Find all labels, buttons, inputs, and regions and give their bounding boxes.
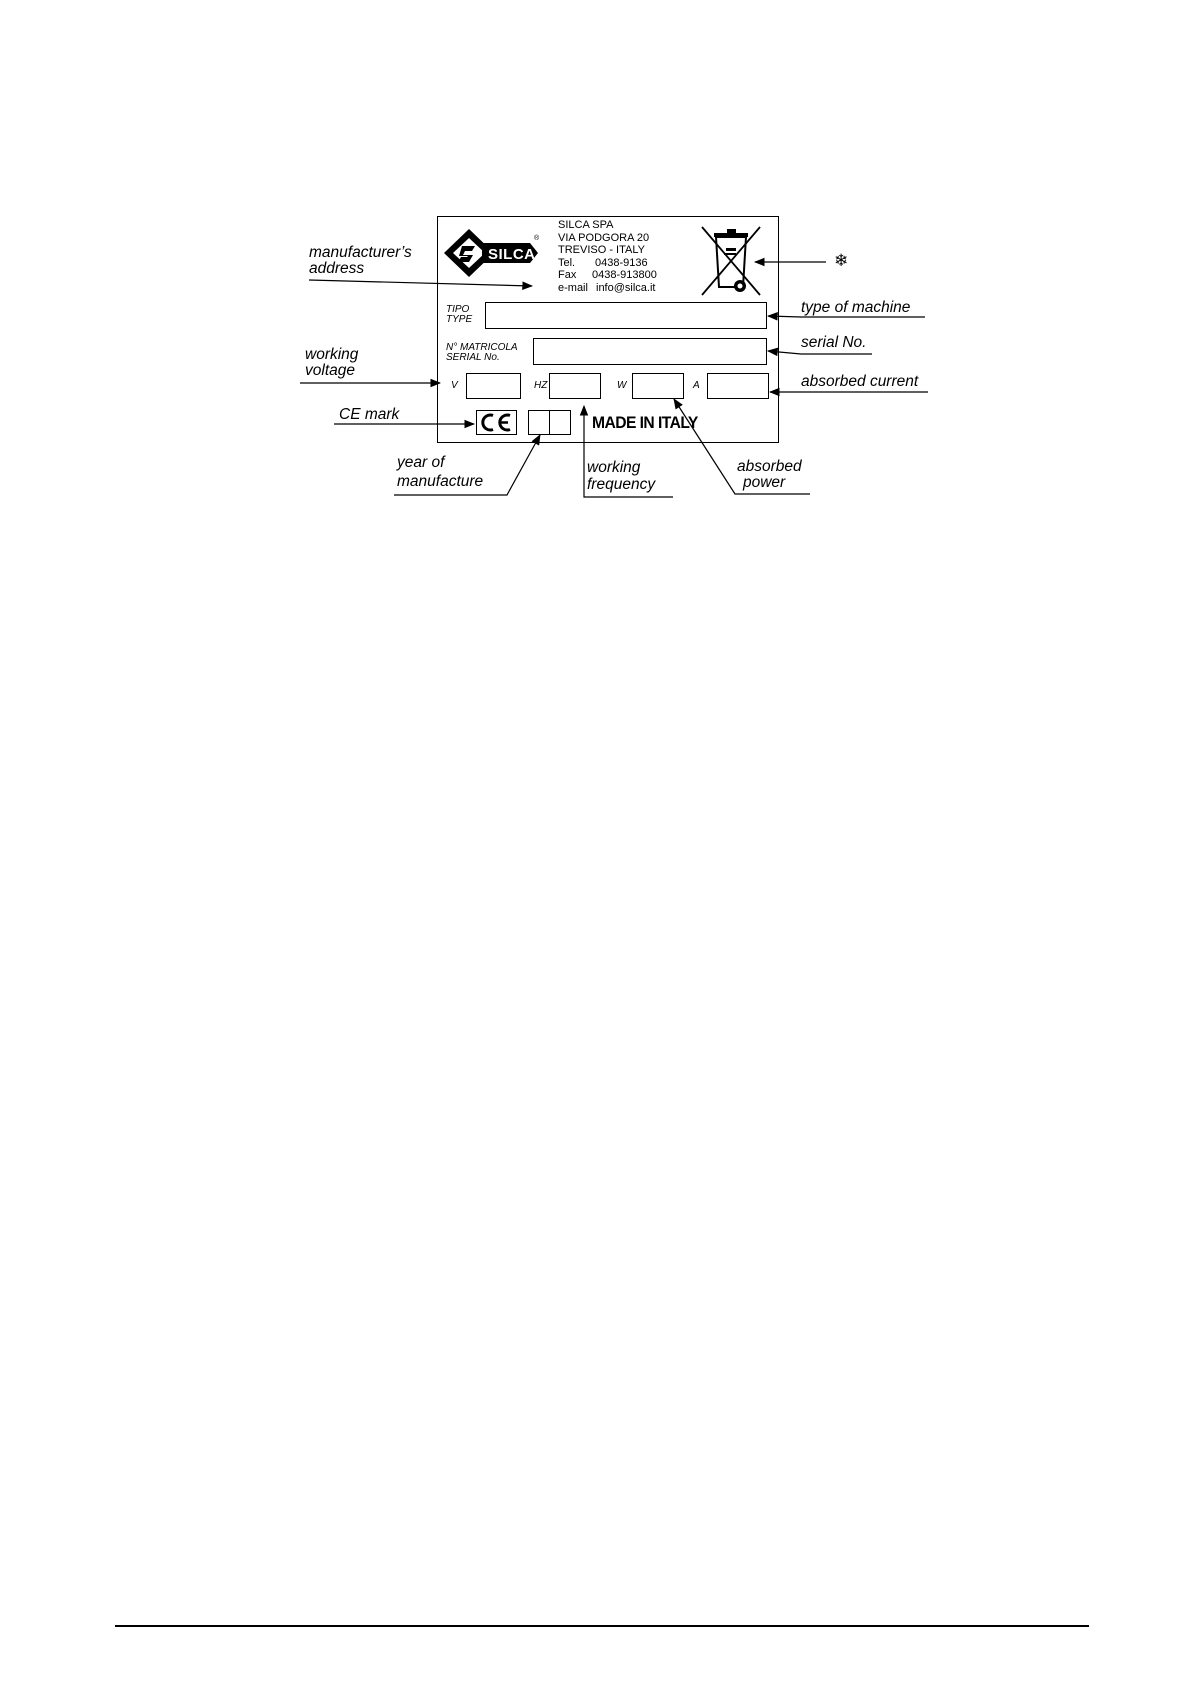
serial-field (533, 338, 767, 365)
logo-text: SILCA (488, 246, 536, 263)
silca-logo-icon (442, 226, 542, 280)
type-label: TYPE (446, 314, 473, 325)
tipo-label: TIPO (446, 304, 470, 315)
callout-manufacturer-address-line1: manufacturer’s (309, 244, 412, 261)
registered-mark: ® (534, 235, 540, 242)
tel-number: 0438-9136 (595, 256, 648, 269)
callout-year-line2: manufacture (397, 473, 484, 490)
current-unit-label: A (693, 380, 700, 391)
year-field-right (549, 410, 571, 435)
voltage-unit-label: V (451, 380, 458, 391)
fax-label: Fax (558, 269, 577, 282)
callout-ce-mark: CE mark (339, 406, 400, 423)
ce-mark-icon (478, 412, 515, 433)
callout-working-frequency-line2: frequency (587, 476, 656, 493)
matricola-label: N° MATRICOLA (446, 342, 518, 353)
current-field (707, 373, 769, 399)
email-label: e-mail (558, 282, 588, 294)
frequency-unit-label: HZ (534, 380, 548, 391)
fax-number: 0438-913800 (592, 269, 657, 282)
callout-absorbed-power-line2: power (743, 474, 786, 491)
power-field (632, 373, 684, 399)
callout-type-of-machine: type of machine (801, 299, 911, 316)
leader-serial-no (768, 351, 872, 354)
callout-absorbed-power-line1: absorbed (737, 458, 802, 475)
leader-type-of-machine (768, 316, 925, 317)
serial-label: SERIAL No. (446, 352, 500, 363)
company-name: SILCA SPA (558, 219, 614, 231)
city-address: TREVISO - ITALY (558, 244, 645, 257)
voltage-field (466, 373, 521, 399)
tel-label: Tel. (558, 256, 576, 269)
callout-working-voltage-line2: voltage (305, 362, 355, 379)
callout-working-frequency-line1: working (587, 459, 641, 476)
type-field (485, 302, 767, 329)
crossed-out-wheelie-bin-icon (698, 224, 764, 298)
year-field-left (528, 410, 550, 435)
email-address: info@silca.it (596, 282, 656, 294)
made-in-italy: MADE IN ITALY (592, 413, 698, 432)
footer-rule (115, 1625, 1089, 1627)
callout-year-line1: year of (397, 454, 445, 471)
street-address: VIA PODGORA 20 (558, 231, 650, 244)
power-unit-label: W (617, 380, 627, 391)
callout-asterisk: ❄ (834, 251, 849, 270)
callout-manufacturer-address-line2: address (309, 260, 365, 277)
callout-serial-no: serial No. (801, 334, 867, 351)
callout-absorbed-current: absorbed current (801, 373, 919, 390)
callout-working-voltage-line1: working (305, 346, 359, 363)
frequency-field (549, 373, 601, 399)
